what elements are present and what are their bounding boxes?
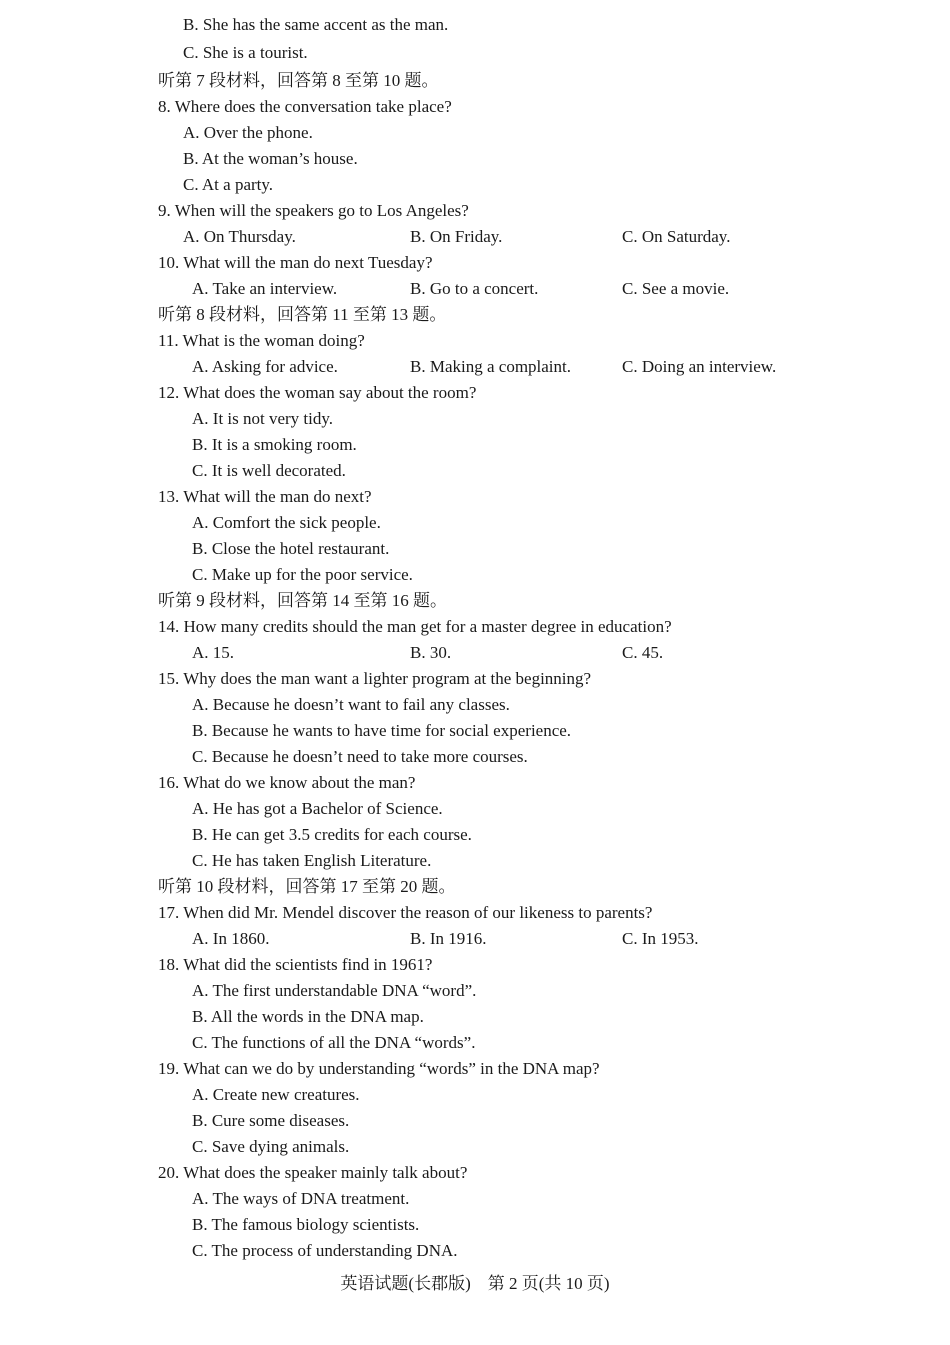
q16-stem: 16. What do we know about the man? xyxy=(158,773,416,792)
q12-stem: 12. What does the woman say about the room? xyxy=(158,383,477,402)
q8-option-c: C. At a party. xyxy=(183,175,274,194)
q13-stem: 13. What will the man do next? xyxy=(158,487,372,506)
q14-option-a: A. 15. xyxy=(192,643,235,662)
q8-option-a: A. Over the phone. xyxy=(183,123,313,142)
q9-option-a: A. On Thursday. xyxy=(183,227,296,246)
q11-option-b: B. Making a complaint. xyxy=(410,357,572,376)
q19-option-a: A. Create new creatures. xyxy=(192,1085,360,1104)
q10-option-a: A. Take an interview. xyxy=(192,279,338,298)
q20-option-a: A. The ways of DNA treatment. xyxy=(192,1189,410,1208)
q18-option-b: B. All the words in the DNA map. xyxy=(192,1007,424,1026)
section-7-heading: 听第 7 段材料，回答第 8 至第 10 题。 xyxy=(158,71,439,90)
q12-option-a: A. It is not very tidy. xyxy=(192,409,334,428)
q19-stem: 19. What can we do by understanding “words” in the DNA map? xyxy=(158,1059,600,1078)
q7-option-b: B. She has the same accent as the man. xyxy=(183,15,449,34)
q10-stem: 10. What will the man do next Tuesday? xyxy=(158,253,433,272)
q12-option-b: B. It is a smoking room. xyxy=(192,435,357,454)
q13-option-b: B. Close the hotel restaurant. xyxy=(192,539,390,558)
q7-option-c: C. She is a tourist. xyxy=(183,43,308,62)
page-footer: 英语试题(长郡版) 第 2 页(共 10 页) xyxy=(340,1274,610,1293)
q13-option-a: A. Comfort the sick people. xyxy=(192,513,381,532)
q9-option-b: B. On Friday. xyxy=(410,227,503,246)
q14-option-c: C. 45. xyxy=(622,643,664,662)
q10-option-c: C. See a movie. xyxy=(622,279,730,298)
q19-option-b: B. Cure some diseases. xyxy=(192,1111,350,1130)
q15-option-c: C. Because he doesn’t need to take more courses. xyxy=(192,747,528,766)
q14-stem: 14. How many credits should the man get for a master degree in education? xyxy=(158,617,672,636)
q13-option-c: C. Make up for the poor service. xyxy=(192,565,413,584)
q14-option-b: B. 30. xyxy=(410,643,452,662)
q19-option-c: C. Save dying animals. xyxy=(192,1137,350,1156)
q20-stem: 20. What does the speaker mainly talk about? xyxy=(158,1163,468,1182)
q9-option-c: C. On Saturday. xyxy=(622,227,731,246)
q17-stem: 17. When did Mr. Mendel discover the reason of our likeness to parents? xyxy=(158,903,653,922)
q16-option-a: A. He has got a Bachelor of Science. xyxy=(192,799,443,818)
q16-option-c: C. He has taken English Literature. xyxy=(192,851,432,870)
section-9-heading: 听第 9 段材料，回答第 14 至第 16 题。 xyxy=(158,591,447,610)
q20-option-b: B. The famous biology scientists. xyxy=(192,1215,420,1234)
q17-option-a: A. In 1860. xyxy=(192,929,270,948)
q17-option-b: B. In 1916. xyxy=(410,929,487,948)
q20-option-c: C. The process of understanding DNA. xyxy=(192,1241,458,1260)
q12-option-c: C. It is well decorated. xyxy=(192,461,346,480)
q10-option-b: B. Go to a concert. xyxy=(410,279,539,298)
q18-stem: 18. What did the scientists find in 1961? xyxy=(158,955,433,974)
q18-option-a: A. The first understandable DNA “word”. xyxy=(192,981,477,1000)
q8-stem: 8. Where does the conversation take place? xyxy=(158,97,452,116)
q15-stem: 15. Why does the man want a lighter program at the beginning? xyxy=(158,669,592,688)
q11-option-c: C. Doing an interview. xyxy=(622,357,777,376)
q15-option-a: A. Because he doesn’t want to fail any classes. xyxy=(192,695,510,714)
section-10-heading: 听第 10 段材料，回答第 17 至第 20 题。 xyxy=(158,877,456,896)
q9-stem: 9. When will the speakers go to Los Angeles? xyxy=(158,201,469,220)
q17-option-c: C. In 1953. xyxy=(622,929,699,948)
q15-option-b: B. Because he wants to have time for social experience. xyxy=(192,721,572,740)
section-8-heading: 听第 8 段材料，回答第 11 至第 13 题。 xyxy=(158,305,447,324)
q8-option-b: B. At the woman’s house. xyxy=(183,149,358,168)
q11-stem: 11. What is the woman doing? xyxy=(158,331,365,350)
q11-option-a: A. Asking for advice. xyxy=(192,357,338,376)
q16-option-b: B. He can get 3.5 credits for each course. xyxy=(192,825,472,844)
q18-option-c: C. The functions of all the DNA “words”. xyxy=(192,1033,476,1052)
